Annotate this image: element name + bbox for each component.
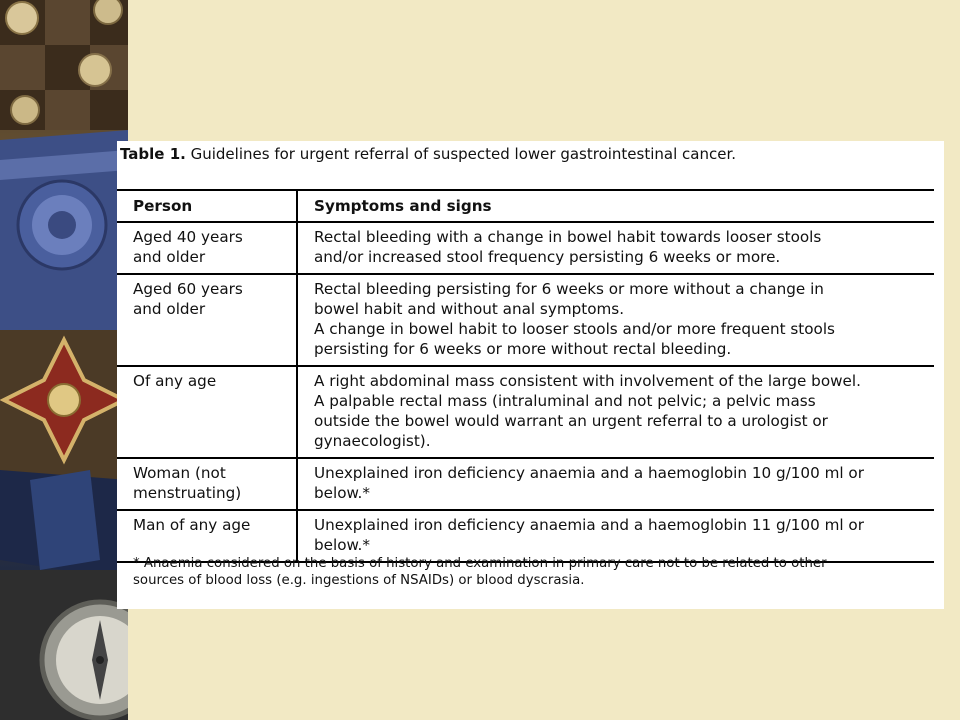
person-cell: Man of any age (117, 510, 297, 562)
table-caption-text: Guidelines for urgent referral of suspected lower gastrointestinal cancer. (185, 145, 737, 163)
header-symptoms: Symptoms and signs (314, 197, 492, 215)
medals-compass-image (0, 0, 128, 720)
table-footnote: * Anaemia considered on the basis of history and examination in primary care not to be related to other sources of blood loss (e.g. ingestions of NSAIDs) or blood dyscrasia. (133, 556, 827, 588)
decorative-photo-strip (0, 0, 128, 720)
symptoms-cell: Unexplained iron deficiency anaemia and a haemoglobin 11 g/100 ml or below.* (314, 516, 864, 554)
table-row (117, 366, 934, 458)
referral-guidelines-table (117, 189, 934, 563)
person-cell: Of any age (117, 366, 297, 458)
symptoms-cell: A right abdominal mass consistent with involvement of the large bowel. A palpable rectal mass (intraluminal and not pelvic; a pelvic mass outside the bowel would warrant an urgent referral to a urologist or gynaecologist). (314, 372, 861, 450)
symptoms-cell: Rectal bleeding persisting for 6 weeks or more without a change in bowel habit and without anal symptoms. A change in bowel habit to looser stools and/or more frequent stools persisting for 6 weeks or more without rectal bleeding. (314, 280, 835, 358)
table-row (117, 222, 934, 274)
symptoms-cell: Unexplained iron deficiency anaemia and a haemoglobin 10 g/100 ml or below.* (314, 464, 864, 502)
table-caption (120, 145, 736, 163)
referral-table-card (117, 141, 944, 609)
table-row (117, 458, 934, 510)
person-cell: Aged 40 years and older (117, 222, 297, 274)
table-row (117, 274, 934, 366)
table-caption-label: Table 1. (120, 145, 186, 163)
table-header-row (117, 190, 934, 222)
header-person: Person (117, 190, 297, 222)
symptoms-cell: Rectal bleeding with a change in bowel habit towards looser stools and/or increased stool frequency persisting 6 weeks or more. (314, 228, 822, 266)
person-cell: Aged 60 years and older (117, 274, 297, 366)
person-cell: Woman (not menstruating) (117, 458, 297, 510)
